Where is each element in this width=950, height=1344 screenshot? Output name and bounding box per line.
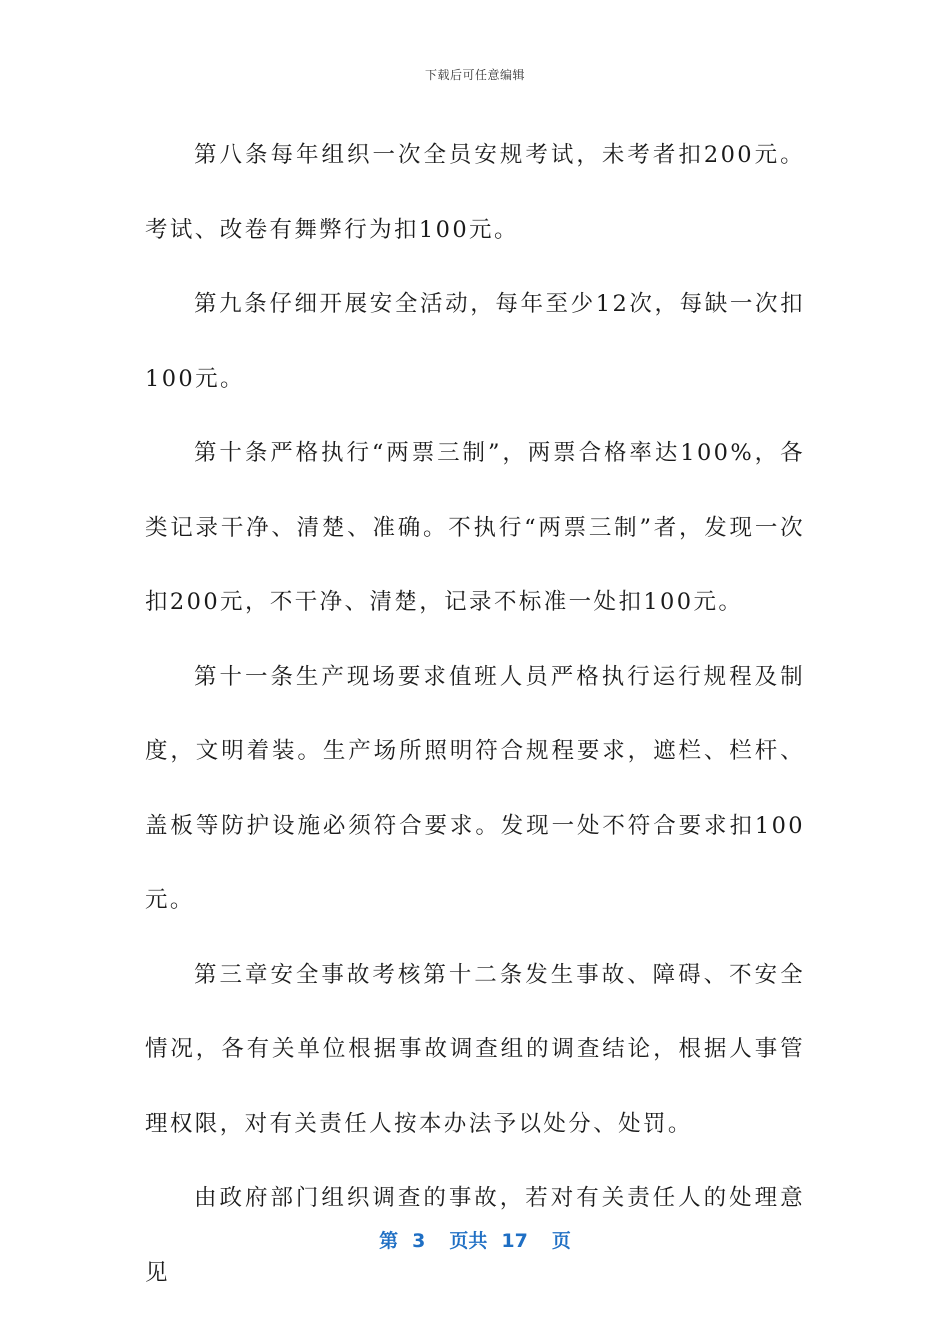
paragraph-government-investigation: 由政府部门组织调查的事故，若对有关责任人的处理意见 bbox=[145, 1185, 805, 1286]
document-body bbox=[145, 118, 805, 1310]
page-footer bbox=[0, 1226, 950, 1253]
footer-total-pages: 17 bbox=[501, 1230, 528, 1252]
page-header-note: 下载后可任意编辑 bbox=[424, 68, 525, 82]
footer-prefix: 第 bbox=[379, 1230, 399, 1252]
footer-current-page: 3 bbox=[412, 1230, 426, 1252]
footer-suffix: 页 bbox=[551, 1230, 571, 1252]
paragraph-article-9: 第九条仔细开展安全活动，每年至少12次，每缺一次扣100元。 bbox=[145, 291, 805, 392]
paragraph-article-8: 第八条每年组织一次全员安规考试，未考者扣200元。考试、改卷有舞弊行为扣100元。 bbox=[145, 142, 805, 243]
paragraph-chapter-3-article-12: 第三章安全事故考核第十二条发生事故、障碍、不安全情况，各有关单位根据事故调查组的调查结论，根据人事管理权限，对有关责任人按本办法予以处分、处罚。 bbox=[145, 961, 805, 1137]
footer-middle: 页共 bbox=[449, 1230, 488, 1252]
paragraph-article-10: 第十条严格执行“两票三制”，两票合格率达100%，各类记录干净、清楚、准确。不执行“两票三制”者，发现一次扣200元，不干净、清楚，记录不标准一处扣100元。 bbox=[145, 440, 805, 615]
paragraph-article-11: 第十一条生产现场要求值班人员严格执行运行规程及制度，文明着装。生产场所照明符合规程要求，遮栏、栏杆、盖板等防护设施必须符合要求。发现一处不符合要求扣100元。 bbox=[145, 663, 805, 913]
